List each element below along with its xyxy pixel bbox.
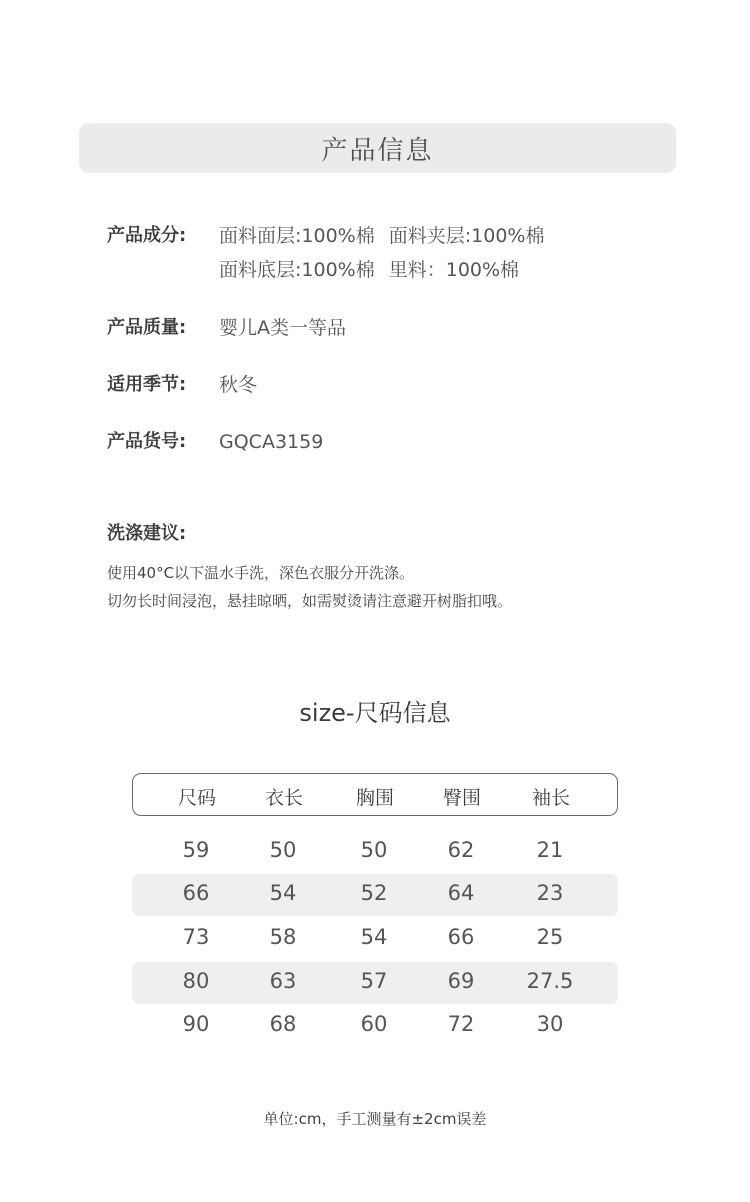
header-size: 尺码: [177, 787, 216, 809]
table-row: [132, 831, 618, 873]
table-cell: 27.5: [526, 969, 574, 993]
sku-label: 产品货号:: [107, 431, 187, 452]
washing-line-2: 切勿长时间浸泡，悬挂晾晒，如需熨烫请注意避开树脂扣哦。: [107, 592, 513, 610]
quality-value: 婴儿A类一等品: [219, 317, 346, 339]
table-row: [132, 874, 618, 916]
table-cell: 90: [182, 1012, 210, 1036]
table-cell: 66: [182, 881, 210, 905]
composition-bottom-layer: 面料底层:100%棉: [219, 259, 375, 281]
table-row: [132, 962, 618, 1004]
table-cell: 62: [447, 838, 475, 862]
measurement-footnote: 单位:cm，手工测量有±2cm误差: [263, 1110, 487, 1128]
table-cell: 59: [182, 838, 210, 862]
size-section-title: size-尺码信息: [299, 699, 451, 727]
season-label: 适用季节:: [107, 374, 187, 395]
table-cell: 58: [269, 925, 297, 949]
composition-value: [219, 219, 544, 287]
season-row: [107, 368, 257, 402]
composition-row: [107, 219, 544, 287]
table-cell: 30: [536, 1012, 564, 1036]
size-table-header: [132, 773, 618, 816]
table-cell: 57: [360, 969, 388, 993]
season-value: 秋冬: [219, 374, 258, 396]
washing-line-1: 使用40°C以下温水手洗，深色衣服分开洗涤。: [107, 564, 415, 582]
page-title: 产品信息: [321, 135, 434, 166]
header-hip: 臀围: [442, 787, 481, 809]
sku-value: GQCA3159: [219, 431, 324, 453]
table-cell: 25: [536, 925, 564, 949]
header-bar: [79, 123, 676, 173]
table-cell: 60: [360, 1012, 388, 1036]
table-cell: 23: [536, 881, 564, 905]
table-cell: 64: [447, 881, 475, 905]
table-cell: 68: [269, 1012, 297, 1036]
table-cell: 80: [182, 969, 210, 993]
table-cell: 73: [182, 925, 210, 949]
table-cell: 54: [360, 925, 388, 949]
table-cell: 50: [269, 838, 297, 862]
table-cell: 63: [269, 969, 297, 993]
table-cell: 21: [536, 838, 564, 862]
table-cell: 52: [360, 881, 388, 905]
washing-title: 洗涤建议:: [107, 523, 187, 544]
table-cell: 50: [360, 838, 388, 862]
table-cell: 66: [447, 925, 475, 949]
sku-row: [107, 425, 323, 459]
quality-row: [107, 311, 346, 345]
composition-middle-layer: 面料夹层:100%棉: [388, 225, 545, 247]
header-length: 衣长: [264, 787, 303, 809]
composition-lining: 里料：100%棉: [388, 259, 520, 281]
composition-face-layer: 面料面层:100%棉: [219, 225, 375, 247]
table-cell: 54: [269, 881, 297, 905]
header-chest: 胸围: [355, 787, 394, 809]
quality-label: 产品质量:: [107, 317, 187, 338]
table-row: [132, 1005, 618, 1047]
header-sleeve: 袖长: [531, 787, 570, 809]
table-cell: 72: [447, 1012, 475, 1036]
composition-label: 产品成分:: [107, 225, 187, 246]
table-row: [132, 918, 618, 960]
table-cell: 69: [447, 969, 475, 993]
